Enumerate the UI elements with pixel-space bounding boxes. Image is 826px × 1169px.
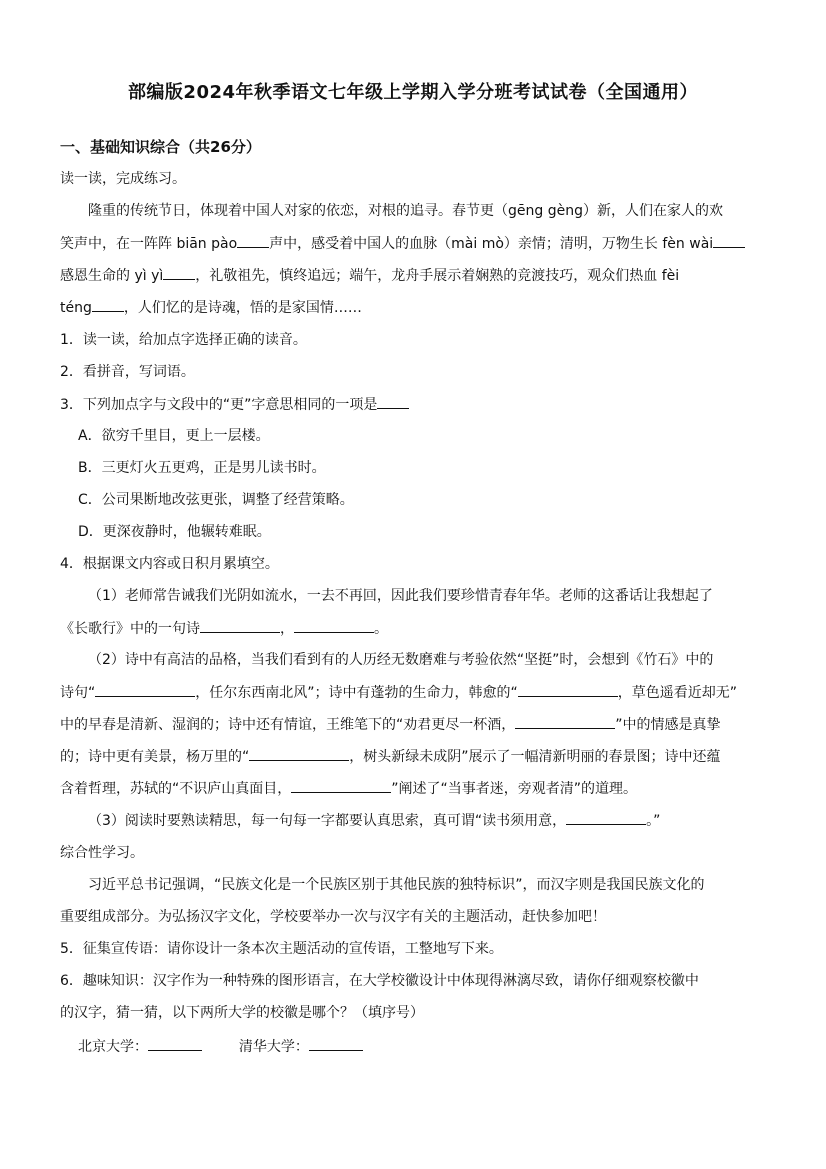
passage-line: 笑声中，在一阵阵 biān pào 声中，感受着中国人的血脉（mài mò）亲情；清明，万物生长 fèn wài [60,233,745,254]
page-title: 部编版2024年秋季语文七年级上学期入学分班考试试卷（全国通用） [127,82,699,103]
thu-label: 清华大学： [238,1039,309,1055]
q4-2-line: 中的早春是清新、湿润的；诗中还有情谊，王维笔下的“劝君更尽一杯酒， ”中的情感是真挚 [60,714,721,735]
q4-3-line: （3）阅读时要熟读精思，每一句每一字都要认真思索，真可谓“读书须用意， 。” [88,810,660,831]
pku-answer-blank[interactable] [148,1036,202,1051]
thu-answer-blank[interactable] [309,1036,363,1051]
answer-blank[interactable] [294,618,374,633]
q4-2-line: （2）诗中有高洁的品格，当我们看到有的人历经无数磨难与考验依然“坚挺”时，会想到《竹石》中的 [88,652,714,668]
q4-2-line: 含着哲理，苏轼的“不识庐山真面目， ”阐述了“当事者迷，旁观者清”的道理。 [60,778,637,799]
passage-line: 重要组成部分。为弘扬汉字文化，学校要举办一次与汉字有关的主题活动，赶快参加吧！ [60,909,606,925]
passage-line: téng ，人们忆的是诗魂，悟的是家国情…… [60,297,362,318]
answer-blank[interactable] [377,394,409,409]
passage-line: 隆重的传统节日，体现着中国人对家的依恋，对根的追寻。春节更（gēng gèng）新，人们在家人的欢 [88,203,723,219]
passage-line: 感恩生命的 yì yì ，礼敬祖先，慎终追远；端午，龙舟手展示着娴熟的竞渡技巧，观众们热血 fèi [60,265,679,286]
q4-2-line: 的；诗中更有美景，杨万里的“ ，树头新绿未成阴”展示了一幅清新明丽的春景图；诗中还蕴 [60,746,721,767]
answer-blank[interactable] [95,682,195,697]
q4-2-line: 诗句“ ，任尔东西南北风”；诗中有蓬勃的生命力，韩愈的“ ，草色遥看近却无” [60,682,737,703]
answer-blank[interactable] [713,233,745,248]
answer-blank[interactable] [163,265,195,280]
option-a: A．欲穷千里目，更上一层楼。 [78,428,270,444]
question-2: 2．看拼音，写词语。 [60,364,195,380]
answer-blank[interactable] [92,297,124,312]
comprehensive-study-heading: 综合性学习。 [60,845,144,861]
q6-answers [78,1036,363,1057]
section-heading: 一、基础知识综合（共26分） [60,138,261,156]
pku-label: 北京大学： [78,1039,148,1055]
passage-line: 习近平总书记强调，“民族文化是一个民族区别于其他民族的独特标识”，而汉字则是我国民族文化的 [88,877,705,893]
question-3: 3．下列加点字与文段中的“更”字意思相同的一项是 [60,394,409,415]
question-5: 5．征集宣传语：请你设计一条本次主题活动的宣传语，工整地写下来。 [60,941,503,957]
q4-1-line: （1）老师常告诫我们光阴如流水，一去不再回，因此我们要珍惜青春年华。老师的这番话让我想起了 [88,588,713,604]
answer-blank[interactable] [237,233,269,248]
answer-blank[interactable] [200,618,280,633]
question-1: 1．读一读，给加点字选择正确的读音。 [60,332,307,348]
option-c: C．公司果断地改弦更张，调整了经营策略。 [78,492,354,508]
question-6-line: 的汉字，猜一猜，以下两所大学的校徽是哪个？（填序号） [60,1005,424,1021]
answer-blank[interactable] [515,714,615,729]
reading-instruction: 读一读，完成练习。 [60,171,186,187]
q4-1-line: 《长歌行》中的一句诗 ， 。 [60,618,388,639]
answer-blank[interactable] [249,746,349,761]
answer-blank[interactable] [291,778,391,793]
question-6-line: 6．趣味知识：汉字作为一种特殊的图形语言，在大学校徽设计中体现得淋漓尽致，请你仔细观察校徽中 [60,973,699,989]
option-d: D．更深夜静时，他辗转难眠。 [78,524,271,540]
option-b: B．三更灯火五更鸡，正是男儿读书时。 [78,460,326,476]
question-4: 4．根据课文内容或日积月累填空。 [60,556,279,572]
answer-blank[interactable] [518,682,618,697]
answer-blank[interactable] [566,810,646,825]
